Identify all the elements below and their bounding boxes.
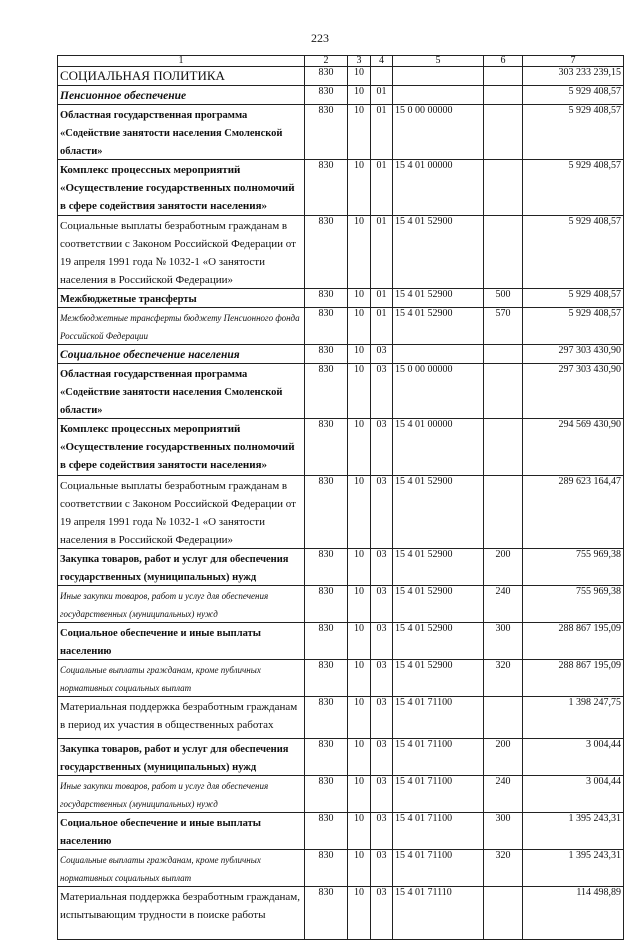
table-row: [58, 586, 624, 623]
row-description-text: Закупка товаров, работ и услуг для обеспечения государственных (муниципальных) нужд: [60, 744, 289, 773]
ministry-code: 830: [305, 586, 348, 623]
table-row: [58, 105, 624, 160]
ministry-code: 830: [305, 739, 348, 776]
section-code: 10: [348, 739, 371, 776]
row-description: [58, 549, 305, 586]
section-code: 10: [348, 660, 371, 697]
row-description-text: Комплекс процессных мероприятий «Осуществление государственных полномочий в сфере содействия занятости населения»: [60, 423, 295, 471]
amount: 1 395 243,31: [523, 813, 624, 850]
target-article-code: 15 4 01 71100: [393, 697, 484, 739]
amount: 5 929 408,57: [523, 308, 624, 345]
amount: 3 004,44: [523, 739, 624, 776]
row-description: [58, 308, 305, 345]
ministry-code: 830: [305, 660, 348, 697]
row-description: [58, 364, 305, 419]
expense-type-code: 320: [484, 660, 523, 697]
subsection-code: 03: [371, 586, 393, 623]
expense-type-code: [484, 345, 523, 364]
row-description: [58, 476, 305, 549]
row-description: [58, 586, 305, 623]
amount: 3 004,44: [523, 776, 624, 813]
column-number-5: 5: [393, 56, 484, 67]
expense-type-code: 320: [484, 850, 523, 887]
ministry-code: 830: [305, 476, 348, 549]
expense-type-code: 300: [484, 813, 523, 850]
row-description-text: Комплекс процессных мероприятий «Осуществление государственных полномочий в сфере содействия занятости населения»: [60, 164, 295, 212]
row-description-text: Закупка товаров, работ и услуг для обеспечения государственных (муниципальных) нужд: [60, 554, 289, 583]
section-code: 10: [348, 549, 371, 586]
target-article-code: 15 4 01 52900: [393, 476, 484, 549]
subsection-code: 03: [371, 887, 393, 940]
row-description-text: Социальные выплаты гражданам, кроме публичных нормативных социальных выплат: [60, 665, 261, 693]
section-code: 10: [348, 813, 371, 850]
row-description-text: Материальная поддержка безработным гражданам, испытывающим трудности в поиске работы: [60, 891, 300, 921]
amount: 5 929 408,57: [523, 86, 624, 105]
expense-type-code: [484, 67, 523, 86]
section-code: 10: [348, 308, 371, 345]
amount: 288 867 195,09: [523, 623, 624, 660]
row-description: [58, 345, 305, 364]
subsection-code: 03: [371, 697, 393, 739]
section-code: 10: [348, 105, 371, 160]
section-code: 10: [348, 289, 371, 308]
subsection-code: 01: [371, 105, 393, 160]
table-row: [58, 67, 624, 86]
column-number-2: 2: [305, 56, 348, 67]
column-number-7: 7: [523, 56, 624, 67]
amount: 297 303 430,90: [523, 364, 624, 419]
ministry-code: 830: [305, 289, 348, 308]
target-article-code: [393, 67, 484, 86]
expense-type-code: [484, 697, 523, 739]
subsection-code: 01: [371, 216, 393, 289]
target-article-code: 15 0 00 00000: [393, 105, 484, 160]
target-article-code: 15 4 01 52900: [393, 623, 484, 660]
amount: 5 929 408,57: [523, 105, 624, 160]
row-description-text: Иные закупки товаров, работ и услуг для обеспечения государственных (муниципальных) нужд: [60, 781, 269, 809]
amount: 297 303 430,90: [523, 345, 624, 364]
subsection-code: 01: [371, 308, 393, 345]
section-code: 10: [348, 586, 371, 623]
row-description: [58, 419, 305, 476]
amount: 288 867 195,09: [523, 660, 624, 697]
ministry-code: 830: [305, 419, 348, 476]
row-description: [58, 623, 305, 660]
budget-table: [57, 55, 624, 940]
target-article-code: 15 4 01 71100: [393, 813, 484, 850]
column-number-3: 3: [348, 56, 371, 67]
page-number: 223: [311, 31, 329, 45]
subsection-code: 03: [371, 345, 393, 364]
target-article-code: 15 4 01 71100: [393, 739, 484, 776]
expense-type-code: [484, 86, 523, 105]
row-description-text: Социальные выплаты гражданам, кроме публичных нормативных социальных выплат: [60, 855, 261, 883]
amount: 1 398 247,75: [523, 697, 624, 739]
section-code: 10: [348, 887, 371, 940]
subsection-code: 03: [371, 623, 393, 660]
target-article-code: 15 4 01 71100: [393, 776, 484, 813]
ministry-code: 830: [305, 850, 348, 887]
expense-type-code: 500: [484, 289, 523, 308]
ministry-code: 830: [305, 86, 348, 105]
ministry-code: 830: [305, 67, 348, 86]
target-article-code: 15 4 01 00000: [393, 160, 484, 216]
section-code: 10: [348, 364, 371, 419]
row-description-text: Социальные выплаты безработным гражданам в соответствии с Законом Российской Федерации от 19 апреля 1991 года № 1032-1 «О занятости населения в Российской Федерации»: [60, 480, 296, 546]
target-article-code: 15 4 01 52900: [393, 289, 484, 308]
section-code: 10: [348, 67, 371, 86]
subsection-code: 03: [371, 549, 393, 586]
row-description-text: Пенсионное обеспечение: [60, 90, 187, 102]
table-row: [58, 289, 624, 308]
amount: 289 623 164,47: [523, 476, 624, 549]
subsection-code: 03: [371, 419, 393, 476]
target-article-code: [393, 86, 484, 105]
column-number-4: 4: [371, 56, 393, 67]
table-row: [58, 160, 624, 216]
section-code: 10: [348, 216, 371, 289]
row-description: [58, 776, 305, 813]
row-description-text: СОЦИАЛЬНАЯ ПОЛИТИКА: [60, 68, 225, 83]
row-description-text: Областная государственная программа «Содействие занятости населения Смоленской области»: [60, 110, 283, 157]
row-description: [58, 739, 305, 776]
target-article-code: 15 4 01 71100: [393, 850, 484, 887]
ministry-code: 830: [305, 364, 348, 419]
subsection-code: 01: [371, 160, 393, 216]
subsection-code: 03: [371, 813, 393, 850]
row-description-text: Социальное обеспечение и иные выплаты населению: [60, 818, 261, 847]
ministry-code: 830: [305, 549, 348, 586]
section-code: 10: [348, 697, 371, 739]
table-row: [58, 308, 624, 345]
section-code: 10: [348, 623, 371, 660]
ministry-code: 830: [305, 160, 348, 216]
table-row: [58, 345, 624, 364]
row-description: [58, 160, 305, 216]
subsection-code: 03: [371, 739, 393, 776]
table-row: [58, 887, 624, 940]
subsection-code: 03: [371, 660, 393, 697]
table-row: [58, 850, 624, 887]
table-row: [58, 216, 624, 289]
ministry-code: 830: [305, 345, 348, 364]
row-description: [58, 86, 305, 105]
column-number-row: [58, 56, 624, 67]
subsection-code: 03: [371, 776, 393, 813]
expense-type-code: [484, 887, 523, 940]
amount: 5 929 408,57: [523, 160, 624, 216]
target-article-code: [393, 345, 484, 364]
row-description-text: Социальное обеспечение населения: [60, 349, 240, 361]
section-code: 10: [348, 850, 371, 887]
amount: 1 395 243,31: [523, 850, 624, 887]
target-article-code: 15 4 01 71110: [393, 887, 484, 940]
row-description-text: Межбюджетные трансферты: [60, 294, 197, 305]
table-row: [58, 776, 624, 813]
target-article-code: 15 4 01 52900: [393, 549, 484, 586]
row-description: [58, 105, 305, 160]
expense-type-code: 200: [484, 739, 523, 776]
expense-type-code: [484, 160, 523, 216]
row-description-text: Иные закупки товаров, работ и услуг для обеспечения государственных (муниципальных) нужд: [60, 591, 269, 619]
subsection-code: 03: [371, 850, 393, 887]
expense-type-code: 200: [484, 549, 523, 586]
row-description: [58, 850, 305, 887]
section-code: 10: [348, 345, 371, 364]
table-row: [58, 364, 624, 419]
table-row: [58, 660, 624, 697]
ministry-code: 830: [305, 887, 348, 940]
row-description-text: Социальные выплаты безработным гражданам в соответствии с Законом Российской Федерации от 19 апреля 1991 года № 1032-1 «О занятости населения в Российской Федерации»: [60, 220, 296, 286]
table-row: [58, 549, 624, 586]
expense-type-code: [484, 364, 523, 419]
ministry-code: 830: [305, 813, 348, 850]
budget-table-body: [58, 56, 624, 940]
target-article-code: 15 4 01 00000: [393, 419, 484, 476]
expense-type-code: 240: [484, 586, 523, 623]
section-code: 10: [348, 776, 371, 813]
row-description: [58, 697, 305, 739]
table-row: [58, 476, 624, 549]
expense-type-code: 240: [484, 776, 523, 813]
table-row: [58, 419, 624, 476]
expense-type-code: [484, 476, 523, 549]
table-row: [58, 739, 624, 776]
ministry-code: 830: [305, 623, 348, 660]
expense-type-code: [484, 419, 523, 476]
row-description-text: Социальное обеспечение и иные выплаты населению: [60, 628, 261, 657]
section-code: 10: [348, 160, 371, 216]
section-code: 10: [348, 476, 371, 549]
row-description: [58, 289, 305, 308]
row-description-text: Материальная поддержка безработным гражданам в период их участия в общественных работах: [60, 701, 298, 731]
amount: 303 233 239,15: [523, 67, 624, 86]
subsection-code: [371, 67, 393, 86]
section-code: 10: [348, 419, 371, 476]
subsection-code: 03: [371, 476, 393, 549]
subsection-code: 03: [371, 364, 393, 419]
subsection-code: 01: [371, 86, 393, 105]
row-description: [58, 813, 305, 850]
target-article-code: 15 4 01 52900: [393, 660, 484, 697]
table-row: [58, 86, 624, 105]
target-article-code: 15 4 01 52900: [393, 308, 484, 345]
row-description-text: Межбюджетные трансферты бюджету Пенсионного фонда Российской Федерации: [60, 313, 300, 341]
column-number-6: 6: [484, 56, 523, 67]
row-description: [58, 660, 305, 697]
target-article-code: 15 0 00 00000: [393, 364, 484, 419]
table-row: [58, 697, 624, 739]
amount: 5 929 408,57: [523, 289, 624, 308]
expense-type-code: 300: [484, 623, 523, 660]
expense-type-code: 570: [484, 308, 523, 345]
expense-type-code: [484, 216, 523, 289]
amount: 755 969,38: [523, 549, 624, 586]
target-article-code: 15 4 01 52900: [393, 216, 484, 289]
row-description: [58, 216, 305, 289]
subsection-code: 01: [371, 289, 393, 308]
target-article-code: 15 4 01 52900: [393, 586, 484, 623]
amount: 294 569 430,90: [523, 419, 624, 476]
ministry-code: 830: [305, 105, 348, 160]
section-code: 10: [348, 86, 371, 105]
row-description: [58, 887, 305, 940]
amount: 755 969,38: [523, 586, 624, 623]
column-number-1: 1: [58, 56, 305, 67]
table-row: [58, 623, 624, 660]
ministry-code: 830: [305, 308, 348, 345]
row-description: [58, 67, 305, 86]
amount: 5 929 408,57: [523, 216, 624, 289]
ministry-code: 830: [305, 776, 348, 813]
table-row: [58, 813, 624, 850]
expense-type-code: [484, 105, 523, 160]
ministry-code: 830: [305, 697, 348, 739]
amount: 114 498,89: [523, 887, 624, 940]
ministry-code: 830: [305, 216, 348, 289]
row-description-text: Областная государственная программа «Содействие занятости населения Смоленской области»: [60, 369, 283, 416]
